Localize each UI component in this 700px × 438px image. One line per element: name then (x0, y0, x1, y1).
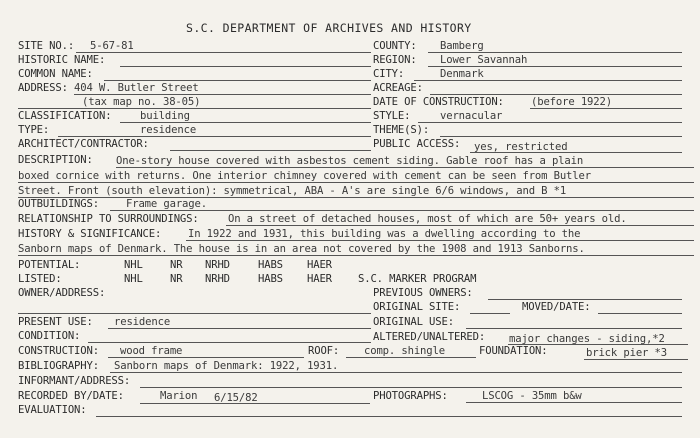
public-access-value: yes, restricted (474, 141, 568, 153)
history-line-1: In 1922 and 1931, this building was a dwelling according to the (188, 228, 581, 240)
previous-owners-label: PREVIOUS OWNERS: (373, 287, 473, 299)
tax-map-line (18, 108, 371, 109)
recorded-by-value: Marion (160, 390, 198, 402)
present-use-label: PRESENT USE: (18, 316, 93, 328)
region-label: REGION: (373, 54, 417, 66)
description-line-3: Street. Front (south elevation): symmetrical, ABA - A's are single 6/6 windows, and B *1 (18, 185, 567, 197)
public-access-label: PUBLIC ACCESS: (373, 138, 461, 150)
address-line (74, 94, 371, 95)
description-rule-3 (18, 197, 694, 198)
marker-program-label: S.C. MARKER PROGRAM (358, 273, 477, 285)
potential-nhl: NHL (124, 259, 143, 271)
description-label: DESCRIPTION: (18, 154, 93, 166)
architect-line (170, 150, 371, 151)
photographs-label: PHOTOGRAPHS: (373, 390, 448, 402)
type-line (58, 136, 371, 137)
county-line (428, 52, 682, 53)
condition-line (88, 342, 371, 343)
public-access-line (470, 152, 682, 153)
acreage-label: ACREAGE: (373, 82, 423, 94)
themes-line (440, 136, 682, 137)
date-construction-value: (before 1922) (531, 96, 612, 108)
moved-date-label: MOVED/DATE: (522, 301, 591, 313)
present-use-value: residence (114, 316, 171, 328)
form-title: S.C. DEPARTMENT OF ARCHIVES AND HISTORY (186, 21, 472, 35)
site-no-line (76, 52, 371, 53)
roof-line (346, 357, 476, 358)
altered-value: major changes - siding,*2 (509, 333, 665, 345)
photographs-line (466, 402, 682, 403)
date-construction-line (530, 108, 682, 109)
evaluation-label: EVALUATION: (18, 404, 87, 416)
construction-line (108, 357, 304, 358)
listed-nrhd: NRHD (205, 273, 230, 285)
address-value: 404 W. Butler Street (74, 82, 199, 94)
classification-value: building (140, 110, 190, 122)
description-rule-1 (116, 167, 694, 168)
common-name-line (104, 80, 371, 81)
classification-line (120, 122, 371, 123)
recorded-by-label: RECORDED BY/DATE: (18, 390, 124, 402)
date-construction-label: DATE OF CONSTRUCTION: (373, 96, 504, 108)
county-value: Bamberg (440, 40, 484, 52)
address-tax-map: (tax map no. 38-05) (82, 96, 201, 108)
type-value: residence (140, 124, 197, 136)
construction-label: CONSTRUCTION: (18, 345, 99, 357)
listed-nhl: NHL (124, 273, 143, 285)
style-line (418, 122, 682, 123)
bibliography-label: BIBLIOGRAPHY: (18, 360, 99, 372)
style-value: vernacular (440, 110, 503, 122)
informant-line (140, 387, 682, 388)
original-site-line (470, 313, 510, 314)
potential-habs: HABS (258, 259, 283, 271)
potential-nrhd: NRHD (205, 259, 230, 271)
city-value: Denmark (440, 68, 484, 80)
roof-value: comp. shingle (364, 345, 445, 357)
themes-label: THEME(S): (373, 124, 430, 136)
potential-nr: NR (170, 259, 183, 271)
history-line-2: Sanborn maps of Denmark. The house is in an area not covered by the 1908 and 1913 Sanborns. (18, 243, 585, 255)
relationship-value: On a street of detached houses, most of which are 50+ years old. (228, 213, 627, 225)
previous-owners-line (488, 299, 682, 300)
county-label: COUNTY: (373, 40, 417, 52)
bibliography-line (110, 372, 682, 373)
altered-label: ALTERED/UNALTERED: (373, 331, 486, 343)
outbuildings-label: OUTBUILDINGS: (18, 198, 99, 210)
moved-date-line (598, 313, 682, 314)
history-rule-2 (18, 255, 694, 256)
site-no-value: 5-67-81 (90, 40, 134, 52)
photographs-value: LSCOG - 35mm b&w (482, 390, 582, 402)
history-label: HISTORY & SIGNIFICANCE: (18, 228, 162, 240)
historic-name-label: HISTORIC NAME: (18, 54, 106, 66)
recorded-date-value: 6/15/82 (214, 392, 258, 404)
present-use-line (108, 328, 371, 329)
style-label: STYLE: (373, 110, 411, 122)
city-line (414, 80, 682, 81)
original-site-label: ORIGINAL SITE: (373, 301, 461, 313)
potential-haer: HAER (307, 259, 332, 271)
owner-address-line (18, 313, 371, 314)
evaluation-line (96, 416, 682, 417)
historic-name-line (120, 66, 371, 67)
foundation-value: brick pier *3 (586, 347, 667, 359)
listed-nr: NR (170, 273, 183, 285)
relationship-label: RELATIONSHIP TO SURROUNDINGS: (18, 213, 199, 225)
roof-label: ROOF: (308, 345, 340, 357)
listed-habs: HABS (258, 273, 283, 285)
potential-label: POTENTIAL: (18, 259, 81, 271)
description-rule-2 (18, 182, 694, 183)
site-no-label: SITE NO.: (18, 40, 75, 52)
relationship-line (226, 225, 694, 226)
history-rule-1 (186, 240, 694, 241)
common-name-label: COMMON NAME: (18, 68, 93, 80)
architect-label: ARCHITECT/CONTRACTOR: (18, 138, 149, 150)
condition-label: CONDITION: (18, 330, 81, 342)
acreage-line (430, 94, 682, 95)
original-use-line (466, 328, 682, 329)
type-label: TYPE: (18, 124, 50, 136)
description-line-2: boxed cornice with returns. One interior chimney covered with cement can be seen from Butler (18, 170, 591, 182)
outbuildings-line (110, 210, 694, 211)
outbuildings-value: Frame garage. (126, 198, 207, 210)
foundation-label: FOUNDATION: (479, 345, 548, 357)
classification-label: CLASSIFICATION: (18, 110, 112, 122)
recorded-by-line (140, 403, 370, 404)
city-label: CITY: (373, 68, 405, 80)
bibliography-value: Sanborn maps of Denmark: 1922, 1931. (114, 360, 339, 372)
address-label: ADDRESS: (18, 82, 68, 94)
owner-address-label: OWNER/ADDRESS: (18, 287, 106, 299)
construction-value: wood frame (120, 345, 183, 357)
region-line (428, 66, 682, 67)
region-value: Lower Savannah (440, 54, 528, 66)
original-use-label: ORIGINAL USE: (373, 316, 454, 328)
informant-label: INFORMANT/ADDRESS: (18, 375, 131, 387)
listed-haer: HAER (307, 273, 332, 285)
listed-label: LISTED: (18, 273, 62, 285)
description-line-1: One-story house covered with asbestos cement siding. Gable roof has a plain (116, 155, 584, 167)
foundation-line (584, 359, 688, 360)
